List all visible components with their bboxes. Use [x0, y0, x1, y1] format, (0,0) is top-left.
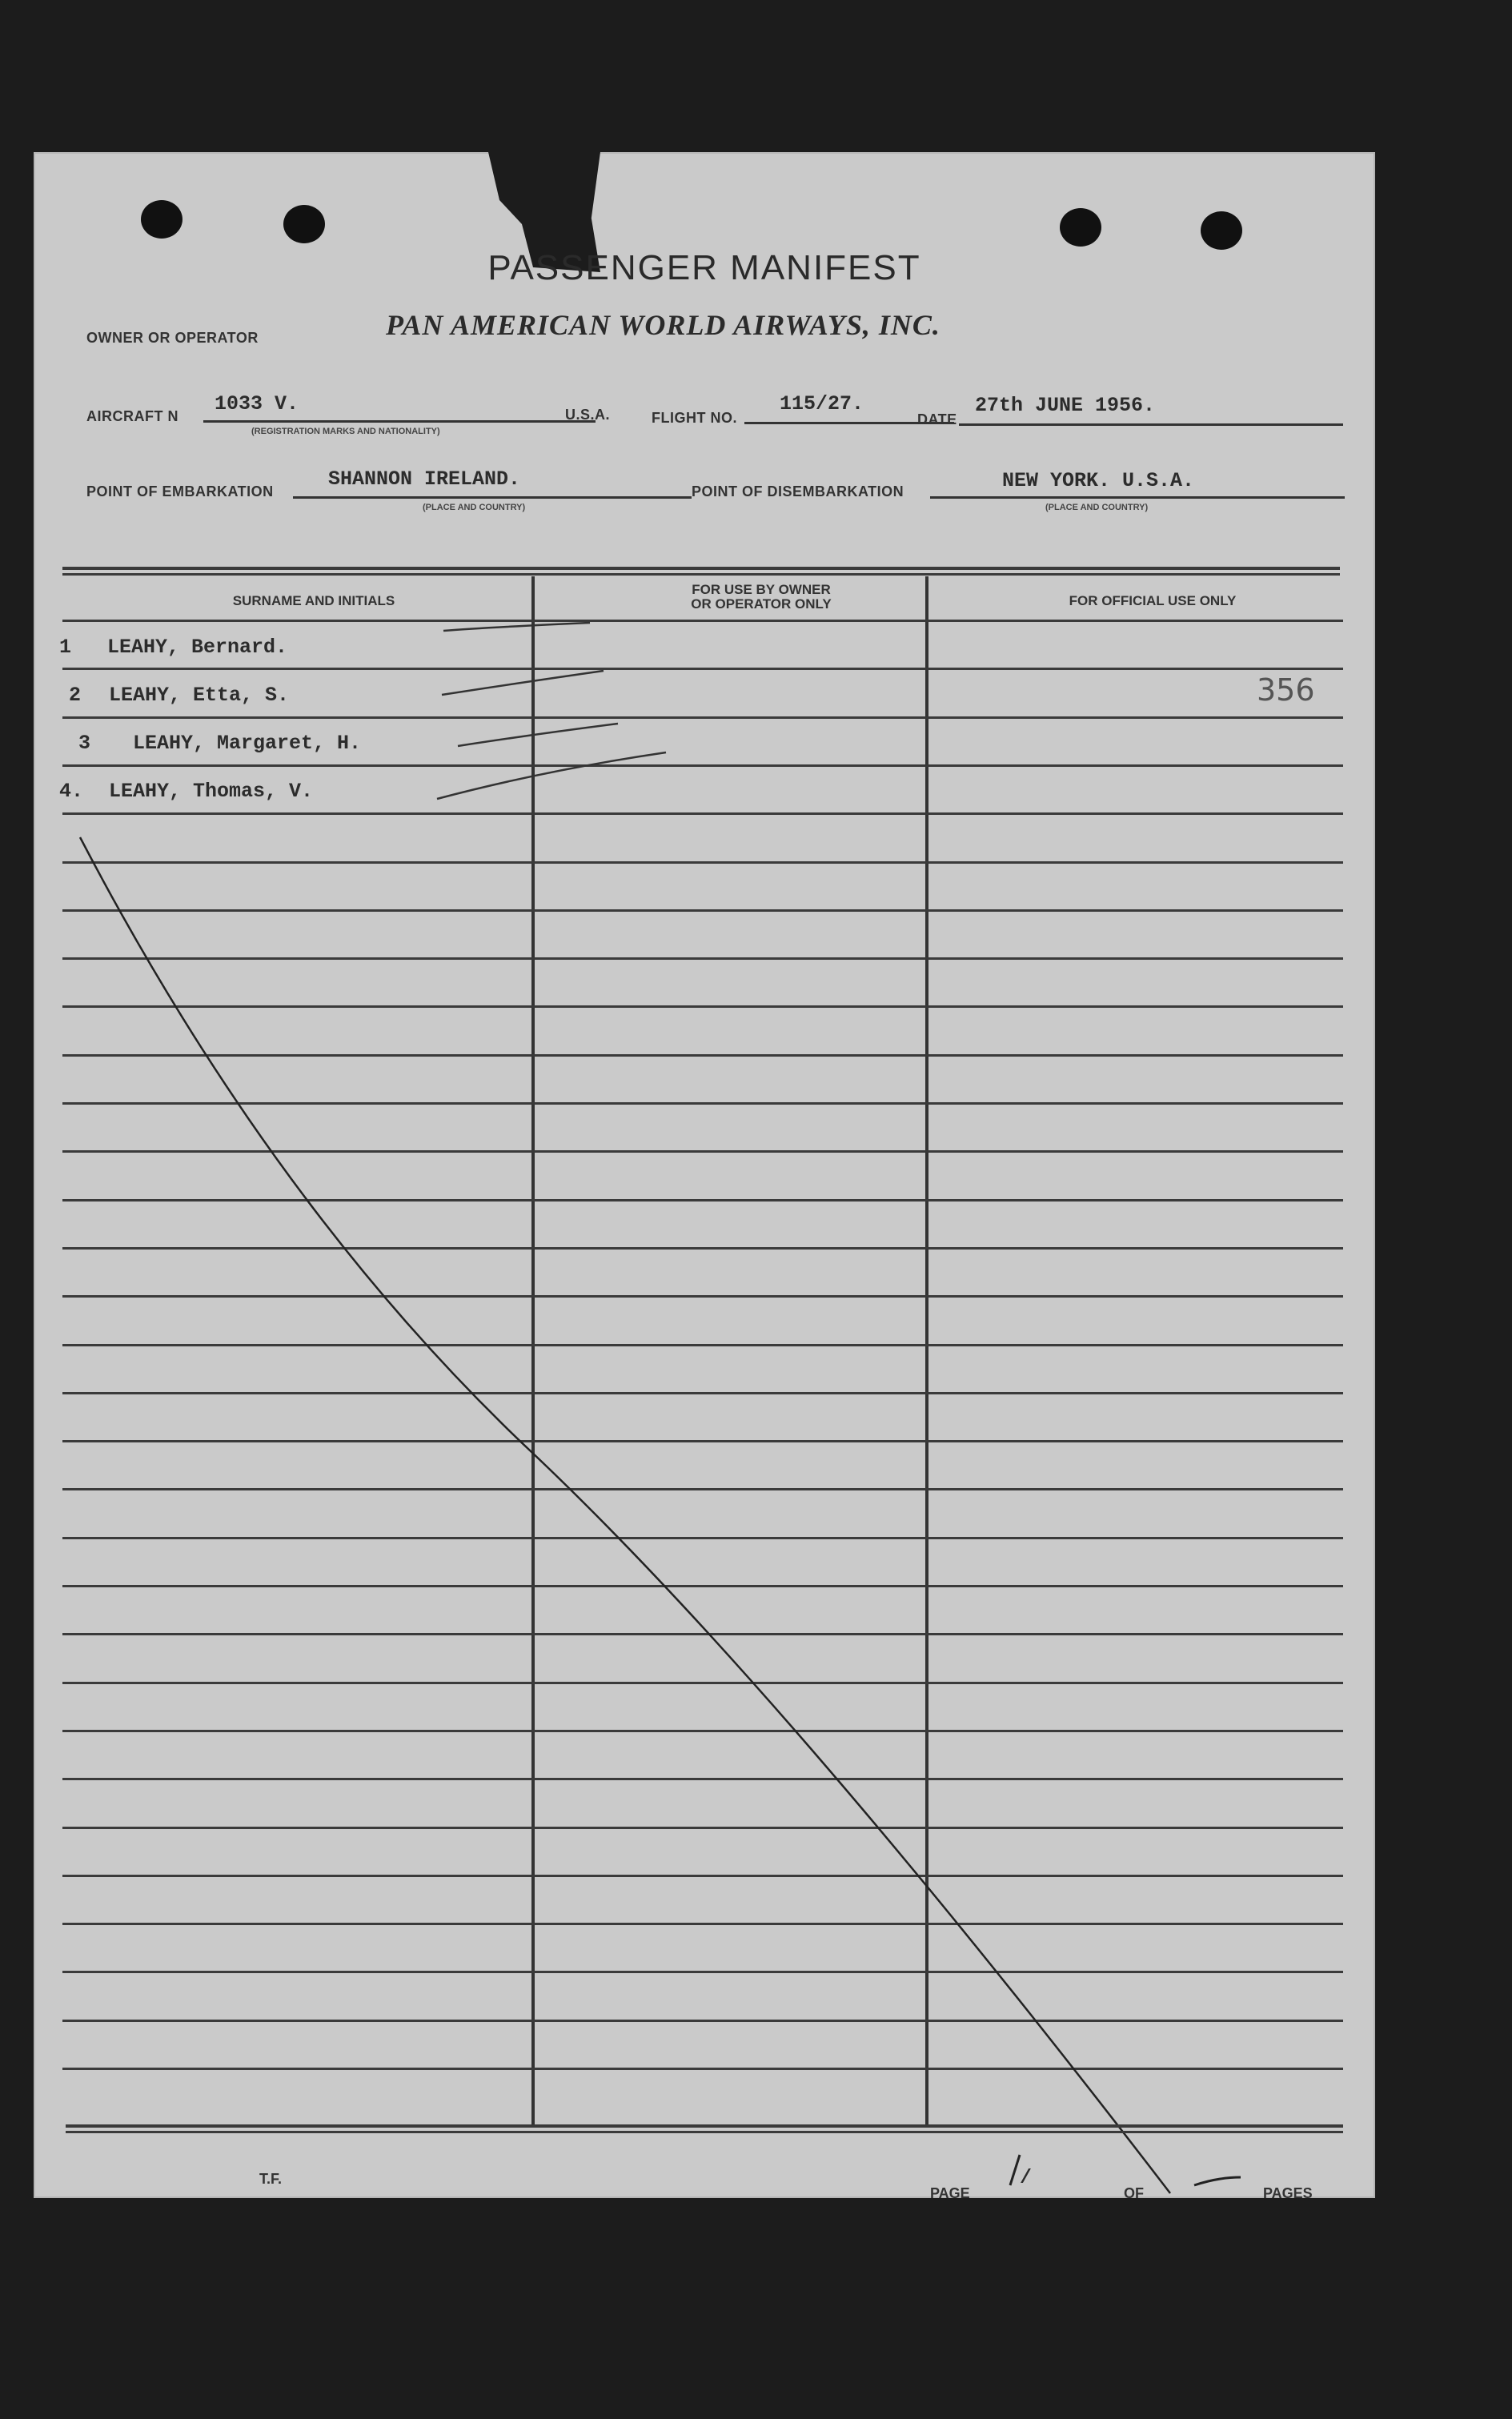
embarkation-value: SHANNON IRELAND. — [328, 467, 521, 491]
passenger-number: 2 — [69, 684, 82, 707]
date-value: 27th JUNE 1956. — [975, 394, 1156, 417]
page-value: / — [1020, 2166, 1033, 2189]
flight-value: 115/27. — [780, 392, 864, 415]
passenger-name: LEAHY, Thomas, V. — [109, 780, 314, 803]
footer-initials: T.F. — [259, 2171, 283, 2187]
passenger-number: 4. — [59, 780, 84, 803]
aircraft-value: 1033 V. — [215, 392, 299, 415]
pages-label: PAGES — [1263, 2185, 1313, 2201]
page-stroke — [1010, 2155, 1020, 2185]
manifest-page — [34, 152, 1375, 2201]
col-header-owner-line2: OR OPERATOR ONLY — [691, 596, 832, 612]
aircraft-label: AIRCRAFT N — [86, 408, 178, 424]
check-stroke — [442, 671, 604, 695]
cancellation-line — [80, 837, 1170, 2193]
page-label: PAGE — [930, 2185, 970, 2201]
passenger-name: LEAHY, Etta, S. — [109, 684, 290, 707]
pages-stroke — [1194, 2177, 1241, 2185]
owner-label: OWNER OR OPERATOR — [86, 330, 259, 346]
passenger-number: 3 — [78, 732, 91, 755]
of-label: OF — [1124, 2185, 1144, 2201]
col-header-surname: SURNAME AND INITIALS — [232, 593, 395, 608]
owner-value: PAN AMERICAN WORLD AIRWAYS, INC. — [386, 309, 940, 341]
pen-marks — [34, 152, 1375, 2198]
passenger-name: LEAHY, Margaret, H. — [133, 732, 362, 755]
embarkation-sublabel: (PLACE AND COUNTRY) — [423, 503, 526, 512]
passenger-name: LEAHY, Bernard. — [107, 636, 288, 659]
col-header-official: FOR OFFICIAL USE ONLY — [1069, 593, 1237, 608]
disembarkation-label: POINT OF DISEMBARKATION — [692, 483, 904, 499]
official-note: 356 — [1257, 672, 1315, 708]
check-stroke — [437, 752, 666, 799]
date-label: DATE — [917, 411, 957, 427]
passenger-number: 1 — [59, 636, 72, 659]
aircraft-sublabel: (REGISTRATION MARKS AND NATIONALITY) — [251, 427, 440, 436]
flight-label: FLIGHT NO. — [652, 410, 737, 426]
usa-label: U.S.A. — [565, 407, 611, 423]
page-title: PASSENGER MANIFEST — [487, 248, 921, 287]
embarkation-label: POINT OF EMBARKATION — [86, 483, 274, 499]
disembarkation-sublabel: (PLACE AND COUNTRY) — [1045, 503, 1149, 512]
disembarkation-value: NEW YORK. U.S.A. — [1002, 469, 1195, 492]
check-stroke — [443, 623, 590, 631]
check-stroke — [458, 724, 618, 746]
col-header-owner-line1: FOR USE BY OWNER — [692, 582, 831, 597]
